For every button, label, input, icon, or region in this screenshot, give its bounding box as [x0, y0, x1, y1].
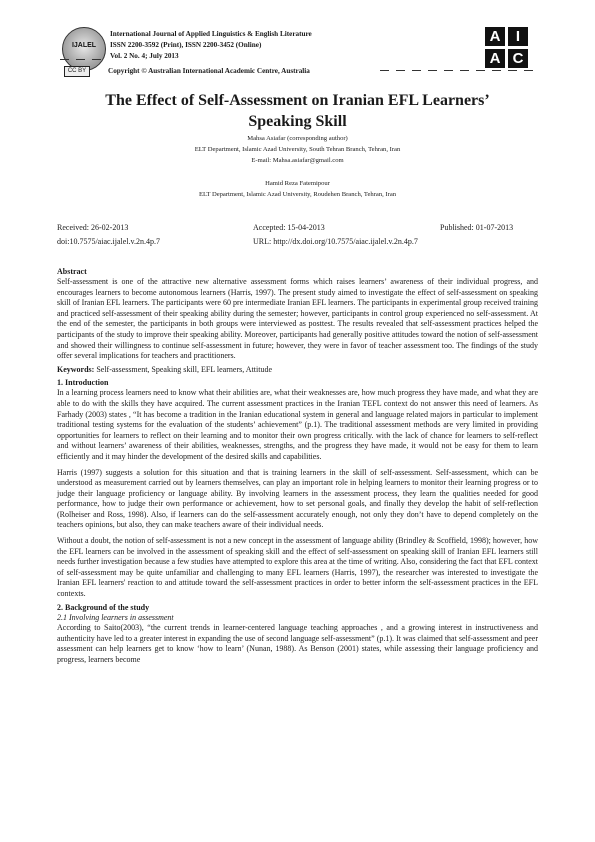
journal-volume: Vol. 2 No. 4; July 2013	[110, 52, 179, 60]
aiac-letter: I	[508, 27, 528, 46]
author-1-name: Mahsa Asiafar (corresponding author)	[247, 135, 348, 142]
published-date: Published: 01-07-2013	[440, 223, 514, 232]
abstract-heading: Abstract	[57, 267, 87, 276]
journal-name: International Journal of Applied Linguistics & English Literature	[110, 30, 312, 38]
author-1-email: E-mail: Mahsa.asiafar@gmail.com	[251, 157, 344, 164]
header-dashed-rule	[0, 0, 595, 80]
journal-issn: ISSN 2200-3592 (Print), ISSN 2200-3452 (Online)	[110, 41, 262, 49]
section-2-1-heading: 2.1 Involving learners in assessment	[57, 612, 174, 622]
aiac-letter: A	[485, 49, 505, 68]
article-body	[57, 266, 538, 666]
journal-logo-label: IJALEL	[71, 42, 97, 49]
received-date: Received: 26-02-2013	[57, 223, 129, 232]
paper-title	[60, 90, 535, 132]
author-2-name: Hamid Reza Fatemipour	[265, 180, 330, 187]
abstract-text: Self-assessment is one of the attractive new alternative assessment forms which raises learners’ awareness of their individual progress, and encourages learners to become autonomous learners (Harris, 1997). The present study aimed to investigate the effect of self-assessment on speaking skill of Iranian EFL learners. The participants were 60 pre intermediate Iranian EFL learners. The participants in experimental group received training and practiced self-assessment of their speaking ability during the semester; however, participants in control group experienced no self-assessment. At the end of the semester, the participants in both groups were interviewed as posttest. The results revealed that self-assessment practices helped the participants of the study to improve their speaking ability. Moreover, participants had generally positive attitudes toward the notion of self-assessment and showed their willingness to continue self-assessment in future; however, they were in favor of teacher assessment too. The findings of the study offer several implications for teachers and practitioners.	[57, 277, 538, 361]
aiac-letter: A	[485, 27, 505, 46]
title-line-1: The Effect of Self-Assessment on Iranian EFL Learners’	[105, 92, 490, 109]
article-url[interactable]: URL: http://dx.doi.org/10.7575/aiac.ijalel.v.2n.4p.7	[253, 237, 418, 246]
section-1-paragraph-3: Without a doubt, the notion of self-assessment is not a new concept in the assessment of language ability (Brindley & Scoffield, 1998); however, how the EFL learners can be involved in the assessment of speaking skill and the effect of self-assessment on speaking skill of Iranian EFL learners still needs further investigation because a few studies have attempted to explore this area at the time of writing. Also, considering the fact that EFL context of self-assessment may be quite unfamiliar and challenging to many EFL learners (Harris, 1997), the researcher was interested to investigate the Iranian EFL learners' reaction to and attitude toward the self-assessment practices in order to better inform the self-assessment practices in the EFL contexts.	[57, 536, 538, 599]
keywords-label: Keywords:	[57, 364, 95, 374]
section-1-heading: 1. Introduction	[57, 378, 109, 388]
cc-license-icon: CC BY	[64, 66, 90, 77]
author-1-affiliation: ELT Department, Islamic Azad University, South Tehran Branch, Tehran, Iran	[194, 146, 401, 153]
author-2-affiliation: ELT Department, Islamic Azad University, Roudehen Branch, Tehran, Iran	[198, 191, 397, 198]
title-line-2: Speaking Skill	[248, 113, 347, 130]
section-2-paragraph-1: According to Saito(2003), “the current trends in learner-centered language teaching approaches , and a growing interest in instructiveness and authenticity have led to a greater interest in expanding the use of second language self-assessment” (p.1). It was claimed that self-assessment and peer assessment can help learners get to know ‘how to learn’ (Nunan, 1988). As Benson (2001) states, while assessing their language proficiency and progress, learners become	[57, 623, 538, 664]
section-2-heading: 2. Background of the study	[57, 602, 150, 612]
section-1-paragraph-2: Harris (1997) suggests a solution for this situation and that is training learners in the skill of self-assessment. Self-assessment, which can be understood as measurement carried out by learners themselves, can play an important role in helping learners to monitor their learning progress or to judge their language proficiency or language ability. By involving learners in the assessment process, they learn the qualities needed for good performance, how to judge their own performance or achievement, how to set personal goals, and finally they develop the habit of self-reflection (Rolheiser and Ross, 1998). Also, if learners can do the self-assessment accurately enough, not only they don’t have to depend completely on the teachers opinions, but also, they can make teachers aware of their individual needs.	[57, 467, 538, 530]
section-1-paragraph-1: In a learning process learners need to know what their abilities are, what their weaknesses are, how much progress they have made, and what they are able to do with the skills they have acquired. The current assessment practices in the Iranian TEFL context do not answer this need of learners. As Farhady (2003) states , “It has become a tradition in the Iranian educational system in general and language related majors in particular to implement traditional testing systems for the evaluation of the students’ achievement” (p.1). The traditional assessment methods are very limited in providing opportunities for learners to reflect on their learning and to monitor their own progress critically. with the lack of chance for learners to self-reflect and without learners’ awareness of their abilities, weaknesses, strengths, and the progress they have made, it would not be easy for them to learn efficiently and it may hinder the development of the desired skills and capabilities.	[57, 388, 538, 461]
accepted-date: Accepted: 15-04-2013	[253, 223, 325, 232]
aiac-letter: C	[508, 49, 528, 68]
keywords-line	[57, 365, 538, 376]
doi: doi:10.7575/aiac.ijalel.v.2n.4p.7	[57, 237, 161, 246]
copyright-line: Copyright © Australian International Academic Centre, Australia	[108, 67, 310, 75]
keywords: Self-assessment, Speaking skill, EFL learners, Attitude	[96, 364, 273, 374]
